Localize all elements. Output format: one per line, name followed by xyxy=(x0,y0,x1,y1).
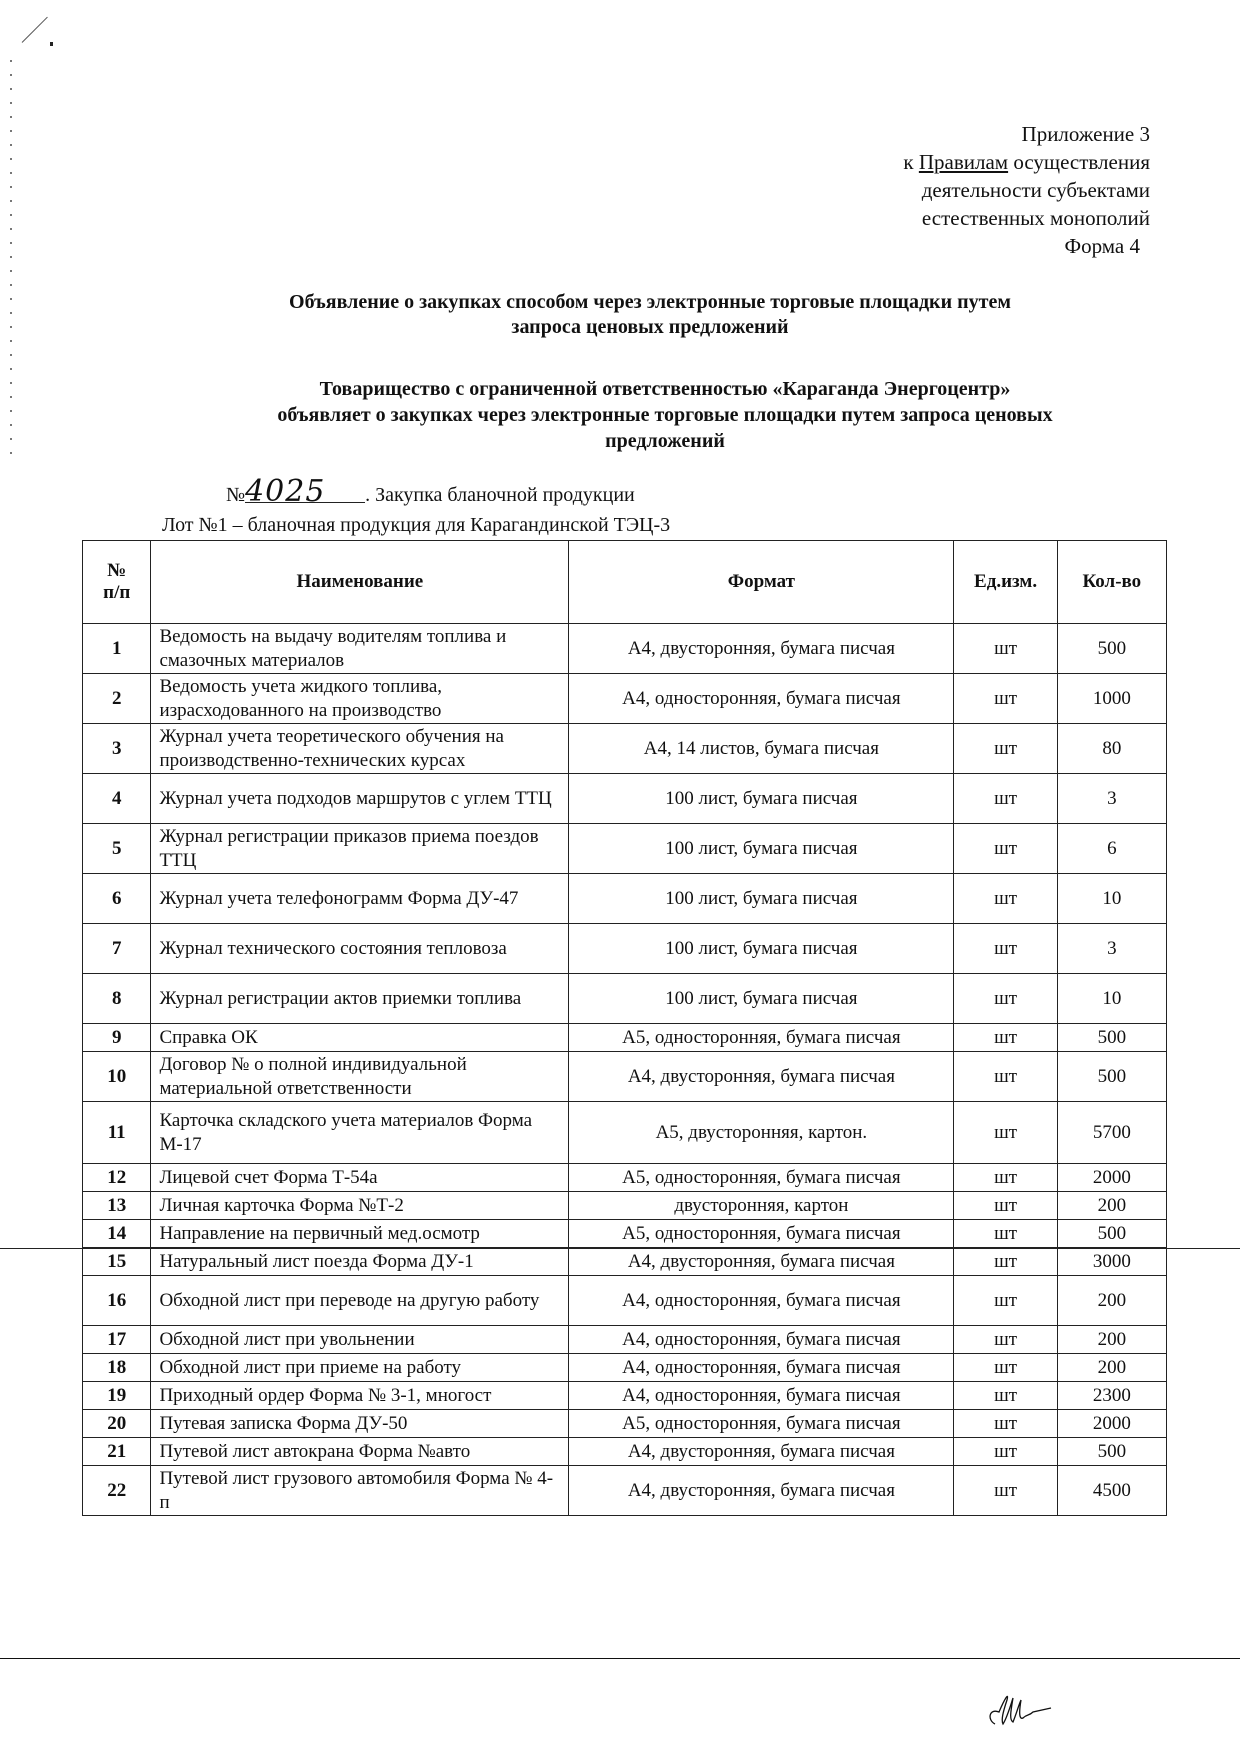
item-name: Личная карточка Форма №Т-2 xyxy=(151,1192,569,1220)
item-quantity: 200 xyxy=(1057,1192,1166,1220)
row-number: 12 xyxy=(83,1164,151,1192)
item-format: А4, двусторонняя, бумага писчая xyxy=(569,1438,954,1466)
row-number: 2 xyxy=(83,674,151,724)
row-number: 10 xyxy=(83,1052,151,1102)
item-unit: шт xyxy=(954,874,1057,924)
table-row xyxy=(83,624,1167,674)
table-row xyxy=(83,1192,1167,1220)
item-unit: шт xyxy=(954,1326,1057,1354)
row-number: 1 xyxy=(83,624,151,674)
item-quantity: 2000 xyxy=(1057,1410,1166,1438)
item-unit: шт xyxy=(954,1102,1057,1164)
table-row xyxy=(83,774,1167,824)
appendix-line-3: деятельности субъектами xyxy=(921,178,1150,202)
header-quantity: Кол-во xyxy=(1057,541,1166,624)
item-quantity: 3 xyxy=(1057,924,1166,974)
row-number: 11 xyxy=(83,1102,151,1164)
scan-artifact-stroke xyxy=(22,17,48,43)
item-name: Журнал регистрации приказов приема поездов ТТЦ xyxy=(151,824,569,874)
item-name: Журнал технического состояния тепловоза xyxy=(151,924,569,974)
table-row xyxy=(83,924,1167,974)
item-format: А5, односторонняя, бумага писчая xyxy=(569,1164,954,1192)
header-unit: Ед.изм. xyxy=(954,541,1057,624)
table-row xyxy=(83,1354,1167,1382)
item-format: А4, 14 листов, бумага писчая xyxy=(569,724,954,774)
item-quantity: 1000 xyxy=(1057,674,1166,724)
item-unit: шт xyxy=(954,674,1057,724)
item-unit: шт xyxy=(954,824,1057,874)
table-row xyxy=(83,1052,1167,1102)
lot-description: Лот №1 – бланочная продукция для Карагандинской ТЭЦ-3 xyxy=(162,514,671,536)
item-format: 100 лист, бумага писчая xyxy=(569,774,954,824)
purchase-description: . Закупка бланочной продукции xyxy=(365,484,635,506)
item-format: А4, односторонняя, бумага писчая xyxy=(569,1326,954,1354)
item-format: А4, двусторонняя, бумага писчая xyxy=(569,1466,954,1516)
item-unit: шт xyxy=(954,624,1057,674)
row-number: 17 xyxy=(83,1326,151,1354)
table-row xyxy=(83,1164,1167,1192)
item-unit: шт xyxy=(954,724,1057,774)
item-name: Направление на первичный мед.осмотр xyxy=(151,1220,569,1248)
table-header-row xyxy=(83,541,1167,624)
item-name: Натуральный лист поезда Форма ДУ-1 xyxy=(151,1248,569,1276)
item-unit: шт xyxy=(954,1410,1057,1438)
item-format: А5, односторонняя, бумага писчая xyxy=(569,1024,954,1052)
table-row xyxy=(83,1410,1167,1438)
item-format: А4, односторонняя, бумага писчая xyxy=(569,674,954,724)
header-number: № п/п xyxy=(83,541,151,624)
item-format: А4, двусторонняя, бумага писчая xyxy=(569,624,954,674)
item-unit: шт xyxy=(954,974,1057,1024)
item-name: Обходной лист при переводе на другую работу xyxy=(151,1276,569,1326)
header-format: Формат xyxy=(569,541,954,624)
item-quantity: 2000 xyxy=(1057,1164,1166,1192)
table-row xyxy=(83,974,1167,1024)
item-format: А4, односторонняя, бумага писчая xyxy=(569,1354,954,1382)
item-unit: шт xyxy=(954,1466,1057,1516)
item-format: А4, двусторонняя, бумага писчая xyxy=(569,1052,954,1102)
item-quantity: 10 xyxy=(1057,974,1166,1024)
item-name: Путевой лист автокрана Форма №авто xyxy=(151,1438,569,1466)
item-format: 100 лист, бумага писчая xyxy=(569,974,954,1024)
item-unit: шт xyxy=(954,1438,1057,1466)
item-quantity: 200 xyxy=(1057,1276,1166,1326)
bottom-rule xyxy=(0,1658,1240,1659)
table-row xyxy=(83,724,1167,774)
purchase-number-line: №4025 . Закупка бланочной продукции xyxy=(226,474,635,509)
row-number: 21 xyxy=(83,1438,151,1466)
item-unit: шт xyxy=(954,1354,1057,1382)
items-table xyxy=(82,540,1167,1516)
item-format: А5, односторонняя, бумага писчая xyxy=(569,1220,954,1248)
item-name: Карточка складского учета материалов Форма М-17 xyxy=(151,1102,569,1164)
table-row xyxy=(83,1248,1167,1276)
item-name: Ведомость учета жидкого топлива, израсходованного на производство xyxy=(151,674,569,724)
scan-artifact-dot xyxy=(50,42,53,46)
item-name: Путевой лист грузового автомобиля Форма № 4-п xyxy=(151,1466,569,1516)
item-quantity: 3000 xyxy=(1057,1248,1166,1276)
row-number: 22 xyxy=(83,1466,151,1516)
rules-link[interactable]: Правилам xyxy=(918,150,1009,174)
item-unit: шт xyxy=(954,774,1057,824)
item-unit: шт xyxy=(954,1164,1057,1192)
scan-edge-noise xyxy=(10,60,12,460)
item-name: Ведомость на выдачу водителям топлива и смазочных материалов xyxy=(151,624,569,674)
row-number: 7 xyxy=(83,924,151,974)
document-title: Объявление о закупках способом через электронные торговые площадки путем запроса ценовых предложений xyxy=(289,291,1011,338)
row-number: 3 xyxy=(83,724,151,774)
item-unit: шт xyxy=(954,1220,1057,1248)
item-quantity: 10 xyxy=(1057,874,1166,924)
table-row xyxy=(83,824,1167,874)
item-name: Путевая записка Форма ДУ-50 xyxy=(151,1410,569,1438)
item-quantity: 2300 xyxy=(1057,1382,1166,1410)
table-row xyxy=(83,674,1167,724)
item-unit: шт xyxy=(954,1276,1057,1326)
item-name: Приходный ордер Форма № 3-1, многост xyxy=(151,1382,569,1410)
table-row xyxy=(83,1438,1167,1466)
item-name: Обходной лист при приеме на работу xyxy=(151,1354,569,1382)
appendix-line-4: естественных монополий xyxy=(921,206,1150,230)
table-row xyxy=(83,1382,1167,1410)
row-number: 13 xyxy=(83,1192,151,1220)
header-name: Наименование xyxy=(151,541,569,624)
item-format: А4, двусторонняя, бумага писчая xyxy=(569,1248,954,1276)
item-quantity: 500 xyxy=(1057,1024,1166,1052)
item-format: А5, двусторонняя, картон. xyxy=(569,1102,954,1164)
item-format: А4, односторонняя, бумага писчая xyxy=(569,1276,954,1326)
table-row xyxy=(83,1326,1167,1354)
row-number: 18 xyxy=(83,1354,151,1382)
item-name: Журнал учета теоретического обучения на производственно-технических курсах xyxy=(151,724,569,774)
item-quantity: 4500 xyxy=(1057,1466,1166,1516)
item-quantity: 80 xyxy=(1057,724,1166,774)
item-unit: шт xyxy=(954,1052,1057,1102)
item-unit: шт xyxy=(954,1248,1057,1276)
item-unit: шт xyxy=(954,924,1057,974)
appendix-header xyxy=(903,120,1150,260)
item-quantity: 6 xyxy=(1057,824,1166,874)
item-name: Справка ОК xyxy=(151,1024,569,1052)
item-quantity: 500 xyxy=(1057,1052,1166,1102)
item-format: 100 лист, бумага писчая xyxy=(569,874,954,924)
item-quantity: 5700 xyxy=(1057,1102,1166,1164)
item-unit: шт xyxy=(954,1024,1057,1052)
row-number: 19 xyxy=(83,1382,151,1410)
organization-announcement: Товарищество с ограниченной ответственностью «Караганда Энергоцентр» объявляет о закупках через электронные торговые площадки путем запроса ценовых предложений xyxy=(277,378,1053,452)
item-quantity: 500 xyxy=(1057,624,1166,674)
table-row xyxy=(83,874,1167,924)
item-quantity: 500 xyxy=(1057,1220,1166,1248)
row-number: 5 xyxy=(83,824,151,874)
form-number: Форма 4 xyxy=(1064,234,1140,258)
item-format: А5, односторонняя, бумага писчая xyxy=(569,1410,954,1438)
row-number: 14 xyxy=(83,1220,151,1248)
table-row xyxy=(83,1102,1167,1164)
row-number: 6 xyxy=(83,874,151,924)
item-unit: шт xyxy=(954,1382,1057,1410)
appendix-number: Приложение 3 xyxy=(1021,122,1150,146)
item-format: А4, односторонняя, бумага писчая xyxy=(569,1382,954,1410)
signature-icon xyxy=(985,1690,1055,1730)
item-format: 100 лист, бумага писчая xyxy=(569,924,954,974)
table-row xyxy=(83,1024,1167,1052)
row-number: 4 xyxy=(83,774,151,824)
item-quantity: 200 xyxy=(1057,1354,1166,1382)
row-number: 15 xyxy=(83,1248,151,1276)
item-name: Журнал учета подходов маршрутов с углем ТТЦ xyxy=(151,774,569,824)
handwritten-purchase-number: 4025 xyxy=(245,482,365,503)
appendix-rules-reference: к Правилам осуществления xyxy=(903,150,1150,174)
item-format: 100 лист, бумага писчая xyxy=(569,824,954,874)
row-number: 9 xyxy=(83,1024,151,1052)
item-quantity: 200 xyxy=(1057,1326,1166,1354)
row-number: 20 xyxy=(83,1410,151,1438)
table-row xyxy=(83,1276,1167,1326)
item-name: Лицевой счет Форма Т-54а xyxy=(151,1164,569,1192)
item-name: Журнал учета телефонограмм Форма ДУ-47 xyxy=(151,874,569,924)
table-row xyxy=(83,1466,1167,1516)
item-name: Договор № о полной индивидуальной материальной ответственности xyxy=(151,1052,569,1102)
row-number: 16 xyxy=(83,1276,151,1326)
table-row xyxy=(83,1220,1167,1248)
item-unit: шт xyxy=(954,1192,1057,1220)
item-quantity: 500 xyxy=(1057,1438,1166,1466)
row-number: 8 xyxy=(83,974,151,1024)
item-name: Журнал регистрации актов приемки топлива xyxy=(151,974,569,1024)
item-name: Обходной лист при увольнении xyxy=(151,1326,569,1354)
scan-strike-line xyxy=(0,1248,1240,1249)
item-quantity: 3 xyxy=(1057,774,1166,824)
item-format: двусторонняя, картон xyxy=(569,1192,954,1220)
